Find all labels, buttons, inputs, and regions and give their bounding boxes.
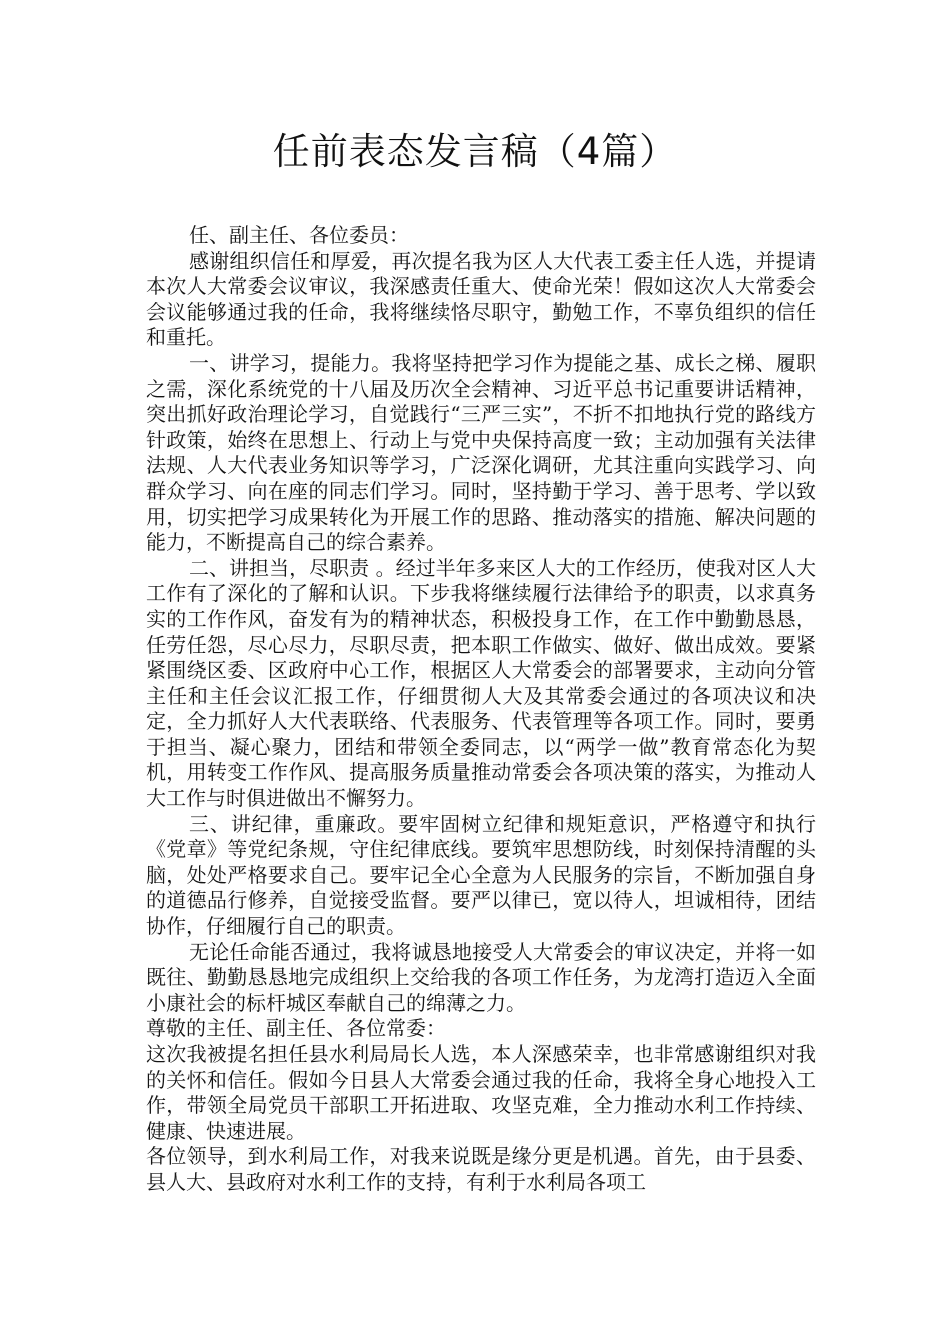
body-paragraph: 一、讲学习，提能力。我将坚持把学习作为提能之基、成长之梯、履职之需，深化系统党的十八届及历次全会精神、习近平总书记重要讲话精神，突出抓好政治理论学习，自觉践行“三严三实”，不折不扣地执行党的路线方针政策，始终在思想上、行动上与党中央保持高度一致；主动加强有关法律法规、人大代表业务知识等学习，广泛深化调研，尤其注重向实践学习、向群众学习、向在座的同志们学习。同时，坚持勤于学习、善于思考、学以致用，切实把学习成果转化为开展工作的思路、推动落实的措施、解决问题的能力，不断提高自己的综合素养。 [146, 350, 816, 555]
body-paragraph: 感谢组织信任和厚爱，再次提名我为区人大代表工委主任人选，并提请本次人大常委会议审议，我深感责任重大、使命光荣！假如这次人大常委会会议能够通过我的任命，我将继续恪尽职守，勤勉工作，不辜负组织的信任和重托。 [146, 248, 816, 350]
document-body [146, 223, 816, 1196]
body-paragraph: 各位领导，到水利局工作，对我来说既是缘分更是机遇。首先，由于县委、县人大、县政府对水利工作的支持，有利于水利局各项工 [146, 1144, 816, 1194]
document-title: 任前表态发言稿（4篇） [272, 130, 678, 173]
body-paragraph: 这次我被提名担任县水利局局长人选，本人深感荣幸，也非常感谢组织对我的关怀和信任。假如今日县人大常委会通过我的任命，我将全身心地投入工作，带领全局党员干部职工开拓进取、攻坚克难，全力推动水利工作持续、健康、快速进展。 [146, 1042, 816, 1143]
body-paragraph: 任、副主任、各位委员： [189, 223, 409, 247]
body-paragraph: 尊敬的主任、副主任、各位常委： [146, 1016, 446, 1041]
body-paragraph: 三、讲纪律，重廉政。要牢固树立纪律和规矩意识，严格遵守和执行《党章》等党纪条规，守住纪律底线。要筑牢思想防线，时刻保持清醒的头脑，处处严格要求自己。要牢记全心全意为人民服务的宗旨，不断加强自身的道德品行修养，自觉接受监督。要严以律已，宽以待人，坦诚相待，团结协作，仔细履行自己的职责。 [146, 811, 816, 939]
body-paragraph: 二、讲担当，尽职责 。经过半年多来区人大的工作经历，使我对区人大工作有了深化的了解和认识。下步我将继续履行法律给予的职责，以求真务实的工作作风，奋发有为的精神状态，积极投身工作，在工作中勤勤恳恳，任劳任怨，尽心尽力，尽职尽责，把本职工作做实、做好、做出成效。要紧紧围绕区委、区政府中心工作，根据区人大常委会的部署要求，主动向分管主任和主任会议汇报工作，仔细贯彻人大及其常委会通过的各项决议和决定，全力抓好人大代表联络、代表服务、代表管理等各项工作。同时，要勇于担当、凝心聚力，团结和带领全委同志，以“两学一做”教育常态化为契机，用转变工作作风、提高服务质量推动常委会各项决策的落实，为推动人大工作与时俱进做出不懈努力。 [146, 555, 816, 811]
body-paragraph: 无论任命能否通过，我将诚恳地接受人大常委会的审议决定，并将一如既往、勤勤恳恳地完成组织上交给我的各项工作任务，为龙湾打造迈入全面小康社会的标杆城区奉献自己的绵薄之力。 [146, 939, 816, 1015]
